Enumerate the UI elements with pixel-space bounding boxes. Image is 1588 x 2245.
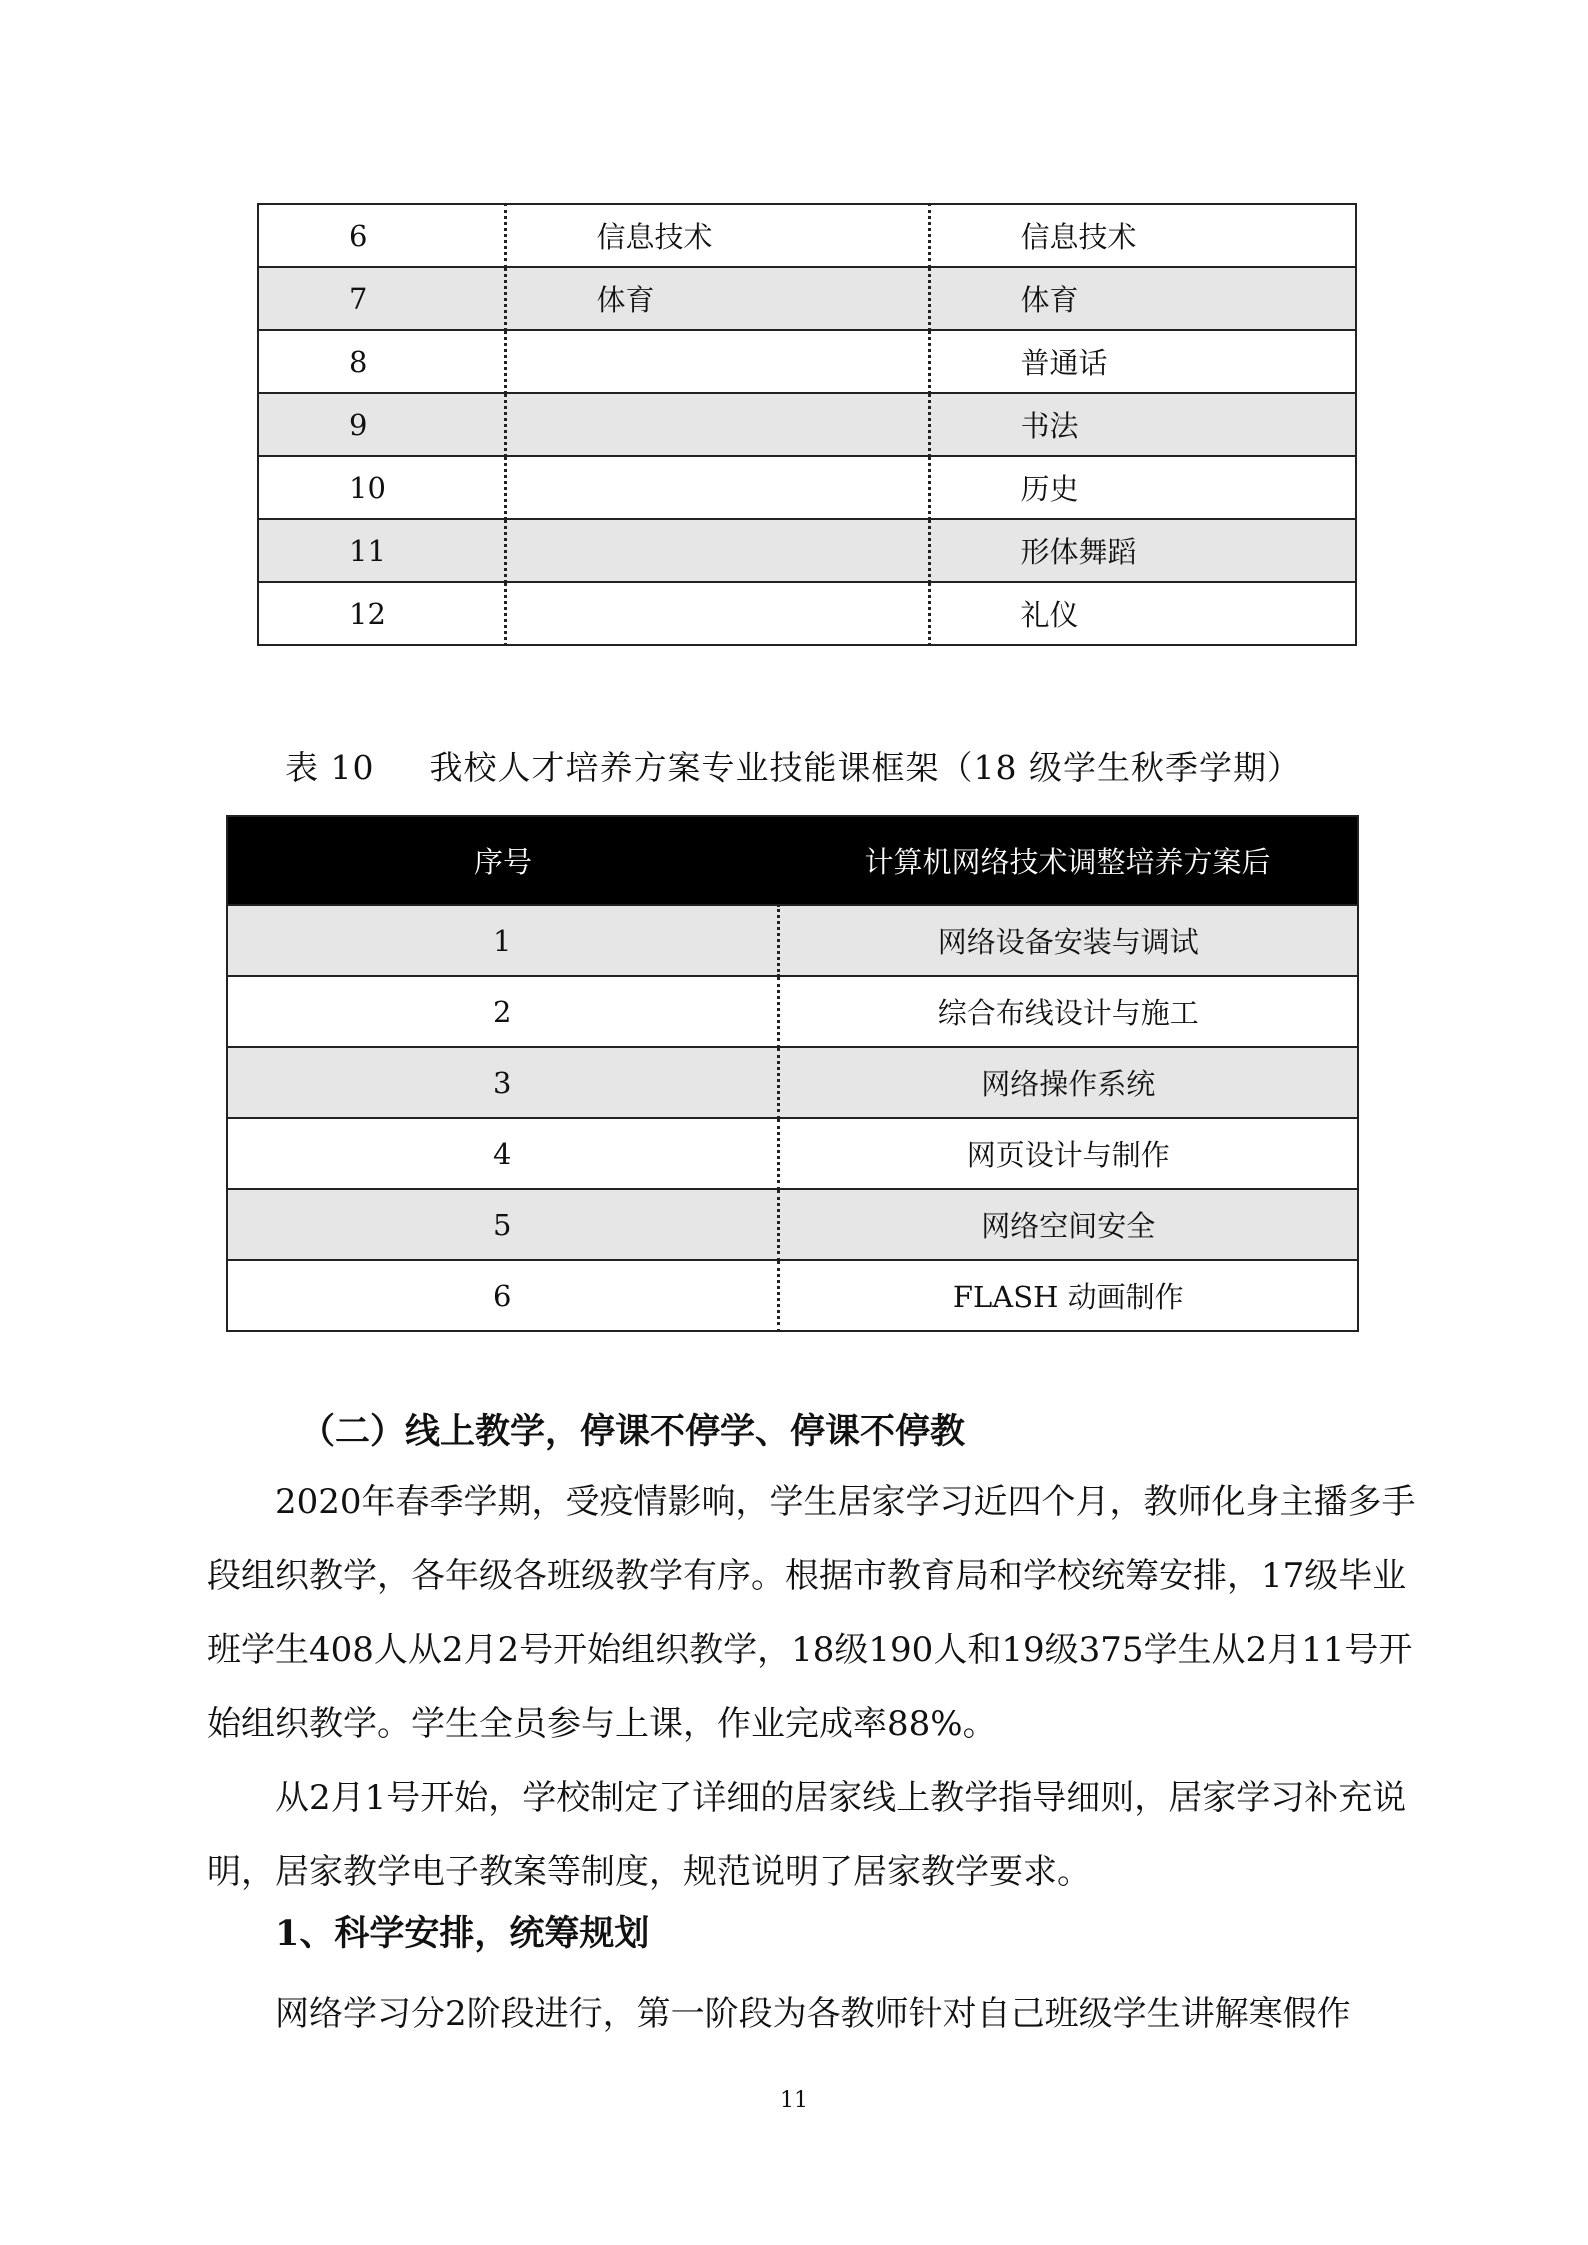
table-caption-number: 表 10 <box>285 748 375 787</box>
table-header-row <box>227 816 1358 905</box>
table-row: 9 书法 <box>258 393 1356 456</box>
table-row: 12 礼仪 <box>258 582 1356 645</box>
paragraph-1: 2020年春季学期，受疫情影响，学生居家学习近四个月，教师化身主播多手段组织教学，各年级各班级教学有序。根据市教育局和学校统筹安排，17级毕业班学生408人从2月2号开始组织教学，18级190人和19级375学生从2月11号开始组织教学。学生全员参与上课，作业完成率88%。 <box>207 1482 1416 1744</box>
header-number: 序号 <box>227 816 778 905</box>
table-caption <box>285 742 1301 789</box>
table-row: 1 网络设备安装与调试 <box>227 905 1358 976</box>
table-row: 6 FLASH 动画制作 <box>227 1260 1358 1331</box>
table-row: 11 形体舞蹈 <box>258 519 1356 582</box>
table-row: 2 综合布线设计与施工 <box>227 976 1358 1047</box>
page-number: 11 <box>780 2088 808 2113</box>
header-course: 计算机网络技术调整培养方案后 <box>778 816 1358 905</box>
table-row: 6 信息技术 信息技术 <box>258 204 1356 267</box>
table-row: 4 网页设计与制作 <box>227 1118 1358 1189</box>
section-heading: （二）线上教学，停课不停学、停课不停教 <box>300 1411 966 1452</box>
table-row: 3 网络操作系统 <box>227 1047 1358 1118</box>
skills-course-table <box>226 815 1359 1332</box>
table-row: 10 历史 <box>258 456 1356 519</box>
paragraph-3: 网络学习分2阶段进行，第一阶段为各教师针对自己班级学生讲解寒假作 <box>275 1994 1351 2034</box>
subsection-heading: 1、科学安排，统筹规划 <box>275 1913 650 1954</box>
table-caption-title: 我校人才培养方案专业技能课框架（18 级学生秋季学期） <box>429 748 1301 787</box>
table-row: 5 网络空间安全 <box>227 1189 1358 1260</box>
table-row: 8 普通话 <box>258 330 1356 393</box>
paragraph-2: 从2月1号开始，学校制定了详细的居家线上教学指导细则，居家学习补充说明，居家教学电子教案等制度，规范说明了居家教学要求。 <box>207 1778 1407 1892</box>
table-row: 7 体育 体育 <box>258 267 1356 330</box>
course-table-continued <box>257 203 1357 646</box>
